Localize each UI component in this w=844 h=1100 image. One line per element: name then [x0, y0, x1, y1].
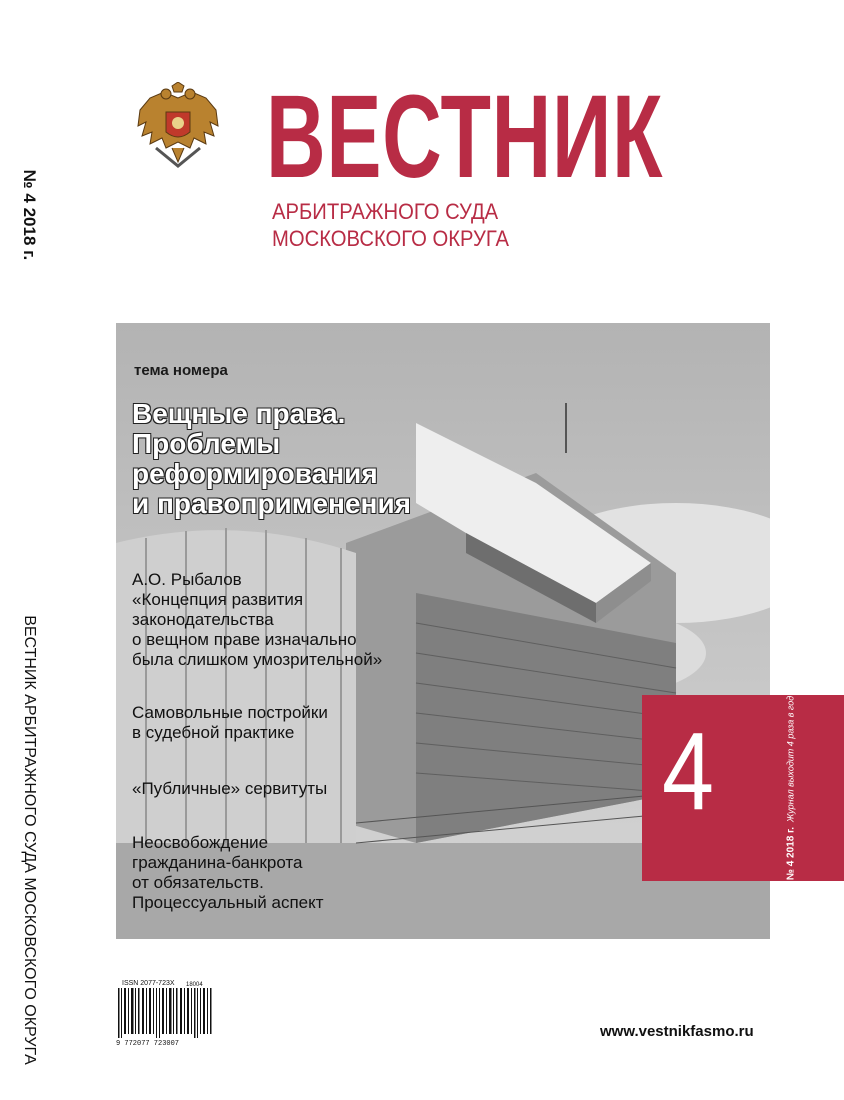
- issue-side-caption: № 4 2018 г. Журнал выходит 4 раза в год: [785, 695, 797, 881]
- issue-number-box: [642, 695, 844, 881]
- masthead-title: ВЕСТНИК: [266, 71, 664, 203]
- barcode-addon: 18004: [186, 982, 203, 988]
- cover-headline: Вещные права. Проблемы реформирования и правоприменения: [132, 398, 411, 519]
- article-bankruptcy: Неосвобождение гражданина-банкрота от обязательств. Процессуальный аспект: [132, 833, 324, 912]
- article-public-easements: «Публичные» сервитуты: [132, 779, 328, 798]
- issue-number: 4: [662, 710, 715, 833]
- article-rybalov: А.О. Рыбалов «Концепция развития законодательства о вещном праве изначально была слишком умозрительной»: [132, 570, 383, 669]
- issn: ISSN 2077-723X: [122, 980, 175, 987]
- masthead-subtitle: АРБИТРАЖНОГО СУДА МОСКОВСКОГО ОКРУГА: [272, 199, 510, 251]
- spine-issue: № 4 2018 г.: [20, 169, 39, 261]
- website-link[interactable]: www.vestnikfasmo.ru: [600, 1023, 754, 1040]
- spine-title: ВЕСТНИК АРБИТРАЖНОГО СУДА МОСКОВСКОГО ОКРУГА: [21, 615, 38, 1065]
- coat-of-arms-icon: [132, 82, 224, 174]
- article-unauthorized-buildings: Самовольные постройки в судебной практике: [132, 703, 328, 742]
- topic-label: тема номера: [134, 362, 228, 379]
- barcode-digits: 9 772077 723007: [116, 1040, 180, 1046]
